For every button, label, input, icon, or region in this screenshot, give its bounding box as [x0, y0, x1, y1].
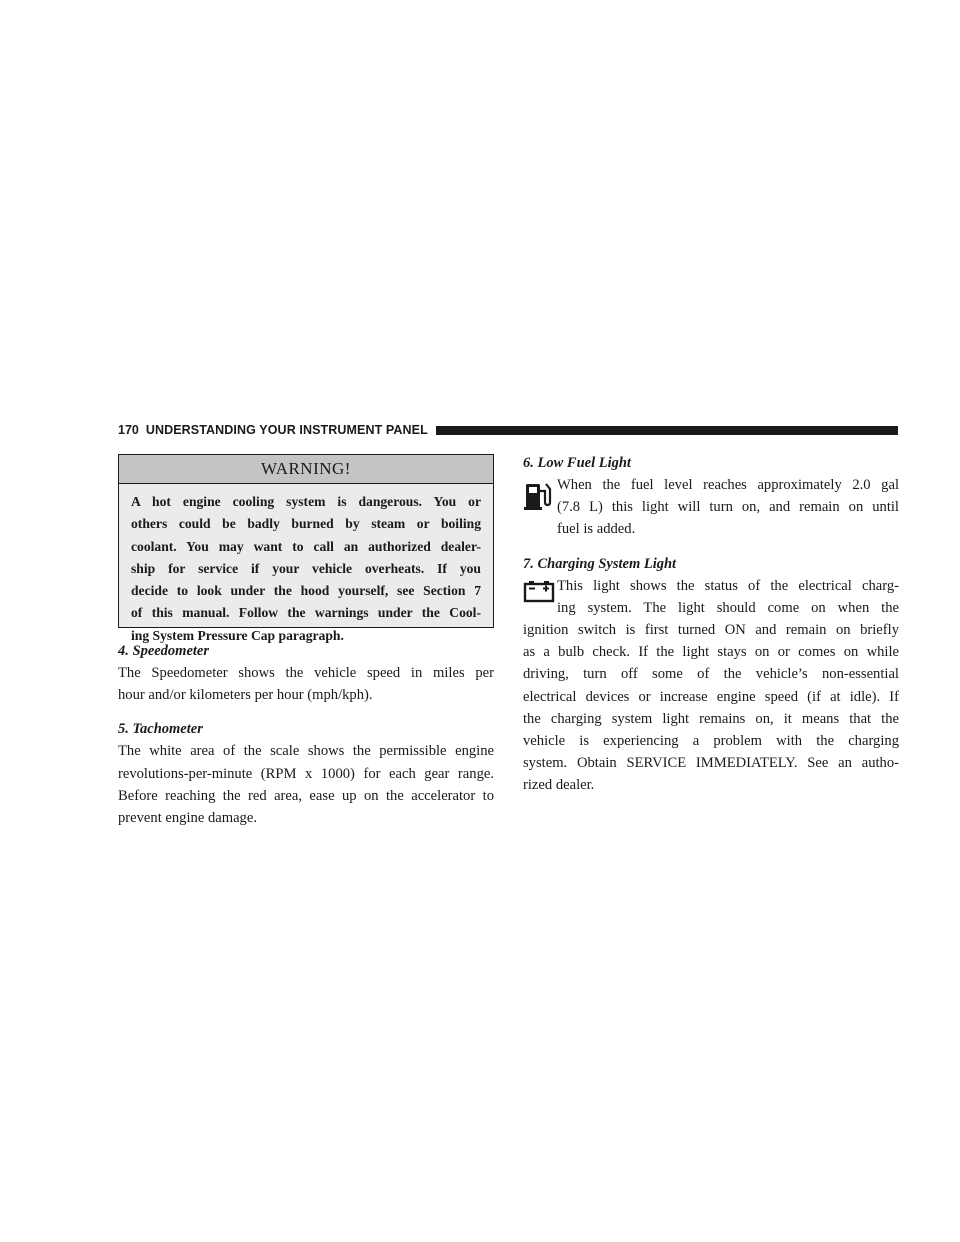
- left-column: [118, 640, 494, 841]
- warning-text: [119, 484, 481, 647]
- charging-body: [523, 575, 899, 619]
- text-line: ing system. The light should come on when the: [557, 599, 899, 616]
- warning-line: of this manual. Follow the warnings under the Cool-: [131, 605, 481, 621]
- header-rule: [436, 426, 898, 435]
- text-line: fuel is added.: [557, 521, 636, 538]
- text-line: driving, turn off some of the vehicle’s non-essential: [523, 666, 899, 683]
- speedometer-text: [118, 662, 494, 706]
- tachometer-text: [118, 740, 494, 829]
- tachometer-section: [118, 718, 494, 829]
- text-line: Before reaching the red area, ease up on the accelerator to: [118, 787, 494, 804]
- right-column: [523, 452, 899, 809]
- fuel-pump-icon: [523, 478, 553, 512]
- battery-icon: [523, 577, 553, 611]
- text-line: rized dealer.: [523, 777, 595, 794]
- warning-line: others could be badly burned by steam or boiling: [131, 516, 481, 532]
- text-line: prevent engine damage.: [118, 810, 257, 827]
- page-header: [118, 422, 898, 438]
- text-line: hour and/or kilometers per hour (mph/kph).: [118, 687, 373, 704]
- low-fuel-body: [523, 474, 899, 541]
- charging-text: [523, 619, 899, 797]
- speedometer-heading: 4. Speedometer: [118, 643, 210, 659]
- section-title: UNDERSTANDING YOUR INSTRUMENT PANEL: [145, 423, 428, 437]
- low-fuel-section: [523, 452, 899, 541]
- text-line: ignition switch is first turned ON and remain on briefly: [523, 622, 899, 639]
- text-line: When the fuel level reaches approximately 2.0 gal: [557, 477, 899, 493]
- warning-line: coolant. You may want to call an authorized dealer-: [131, 538, 481, 554]
- text-line: revolutions-per-minute (RPM x 1000) for each gear range.: [118, 765, 494, 782]
- page-number: 170: [118, 423, 139, 437]
- low-fuel-text: [523, 474, 899, 541]
- text-line: vehicle is experiencing a problem with the charging: [523, 733, 899, 750]
- tachometer-heading: 5. Tachometer: [118, 721, 203, 738]
- warning-line: ing System Pressure Cap paragraph.: [131, 627, 344, 643]
- text-line: The white area of the scale shows the permissible engine: [118, 743, 494, 760]
- warning-line: ship for service if your vehicle overheats. If you: [131, 560, 481, 576]
- warning-box: [118, 454, 494, 643]
- charging-section: [523, 553, 899, 797]
- text-line: as a bulb check. If the light stays on or comes on while: [523, 644, 899, 661]
- charging-heading: 7. Charging System Light: [523, 555, 677, 572]
- text-line: system. Obtain SERVICE IMMEDIATELY. See an autho-: [523, 755, 899, 772]
- text-line: (7.8 L) this light will turn on, and remain on until: [557, 499, 899, 516]
- text-line: electrical devices or increase engine speed (if at idle). If: [523, 688, 899, 705]
- text-line: The Speedometer shows the vehicle speed in miles per: [118, 665, 494, 681]
- warning-line: A hot engine cooling system is dangerous. You or: [131, 494, 481, 509]
- text-line: the charging system light remains on, it means that the: [523, 710, 899, 727]
- warning-title: WARNING!: [119, 455, 493, 484]
- speedometer-section: [118, 640, 494, 706]
- warning-line: decide to look under the hood yourself, see Section 7: [131, 583, 481, 599]
- text-line: This light shows the status of the electrical charg-: [557, 577, 899, 594]
- charging-indented-text: [523, 575, 899, 619]
- low-fuel-heading: 6. Low Fuel Light: [523, 455, 631, 471]
